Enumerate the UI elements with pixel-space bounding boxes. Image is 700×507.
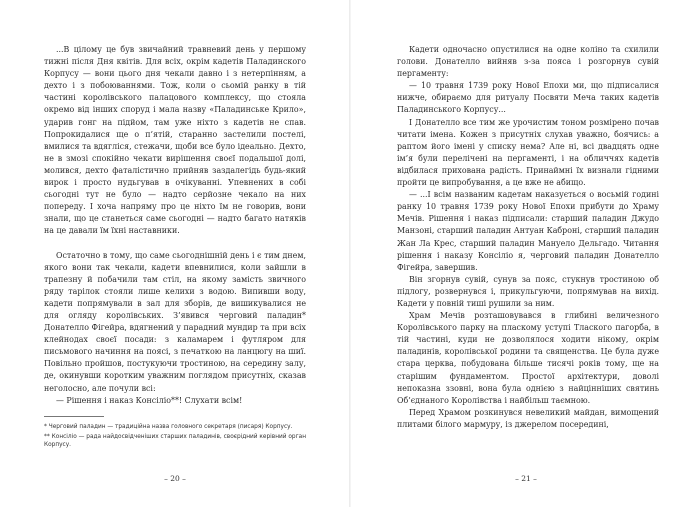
- footnote-2: ** Консіліо — рада найдосвідченіших старших паладинів, своєрідний керівний орган Корпусу.: [44, 434, 306, 449]
- footnote-rule: [44, 416, 104, 417]
- right-page-text: [397, 44, 659, 431]
- right-paragraph-4: — ...І всім названим кадетам наказується о восьмій годині ранку 10 травня 1739 року Нової Епохи прибути до Храму Мечів. Рішення і наказ підписали: старший паладин Джудо Манзоні, старший паладин Антуан Каброні, старший паладин Жан Ла Крес, старший паладин Мануело Дельгадо. Читання рішення і наказу Консіліо я, черговий паладин Донателло Фігейра, завершив.: [397, 190, 659, 272]
- right-paragraph-7: Перед Храмом розкинувся невеликий майдан, вимощений плитами білого мармуру, із джерелом посередині,: [397, 407, 659, 429]
- footnote-1: * Черговий паладин — традиційна назва головного секретаря (писаря) Корпусу.: [44, 424, 293, 430]
- footnotes: [44, 416, 306, 452]
- right-paragraph-1: Кадети одночасно опустилися на одне коліно та схилили голови. Донателло вийняв з-за пояса і розгорнув сувій пергаменту:: [397, 45, 659, 79]
- left-paragraph-1: ...В цілому це був звичайний травневий день у першому тижні після Дня квітів. Для всіх, окрім кадетів Паладинского Корпусу — вони цього дня чекали давно і з нетерпінням, а дехто і з побоюваннями. Тож, коли о сьомій ранку в тій частині королівського палацового комплексу, що стояла окремо від інших споруд і мала назву «Паладинське Крило», ударив гонг на підйом, там уже ніхто з кадетів не спав. Попрокидалися ще о п’ятій, старанно застелили постелі, вмилися та вдягліся, стежачи, щоби все було ідеально. Дехто, не в змозі спокійно чекати вирішення своєї подальшої долі, молився, дехто фаталістично прийняв заздалегідь будь-який вирок і просто нудьгував в очікуванні. Упевнених в собі сьогодні тут не було — надто серйозне чекало на них попереду. І хоча напряму про це ніхто їм не говорив, вони знали, що це станеться саме сьогодні — надто багато натяків на це давали їм їхні наставники.: [44, 45, 306, 236]
- right-paragraph-5: Він згорнув сувій, сунув за пояс, стукнув тростиною об підлогу, розвернувся і, прикульгуючи, попрямував на вихід. Кадети у повній тиші рушили за ним.: [397, 274, 659, 308]
- left-page-number: – 20 –: [164, 474, 186, 483]
- right-page: [351, 0, 700, 507]
- left-paragraph-2: Остаточно в тому, що саме сьогоднішній день і є тим днем, якого вони так чекали, кадети впевнилися, коли зайшли в трапезну й побачили там стіл, на якому замість звичного ряду тарілок стояли лише келихи з водою. Випивши воду, кадети попрямували в зал для зборів, де вишикувалися не для огляду королівських. З’явився черговий паладин* Донателло Фігейра, вдягнений у парадний мундир та при всіх клейнодах своєї посади: з каламарем і футляром для письмового начиння на поясі, з печаткою на ланцюгу на шиї. Повільно пройшов, постукуючи тростиною, на середину залу, де, окинувши коротким уважним поглядом присутніх, сказав неголосно, але почули всі:: [44, 250, 306, 393]
- right-paragraph-2: — 10 травня 1739 року Нової Епохи ми, що підписалися нижче, обираємо для ритуалу Посвяти Меча таких кадетів Паладинського Корпусу...: [397, 81, 659, 115]
- right-paragraph-6: Храм Мечів розташовувався в глибині величезного Королівського парку на пласкому уступі Тлаского пагорба, в тій частині, куди не дозволялося ходити нікому, окрім паладинів, королівської родини та священства. Це була дуже стара церква, побудована більше тисячі років тому, ще на старішим фундаментом. Простої архітектури, доволі непоказна ззовні, вона була однією з найцінніших святинь Об’єднаного Королівства і найбільш таємною.: [397, 311, 659, 405]
- left-page-text: [44, 44, 306, 407]
- right-page-number: – 21 –: [515, 474, 537, 483]
- left-paragraph-3: — Рішення і наказ Консіліо**! Слухати всім!: [56, 395, 243, 405]
- right-paragraph-3: І Донателло все тим же урочистим тоном розмірено почав читати імена. Кожен з присутніх слухав уважно, боячись: а раптом його імені у списку нема? Але ні, всі двадцять одне ім’я були перелічені на пергаменті, і на обличчях кадетів відбилася прихована радість. Принаймні їх визнали гідними пройти це випробування, а це вже не абищо.: [397, 117, 659, 188]
